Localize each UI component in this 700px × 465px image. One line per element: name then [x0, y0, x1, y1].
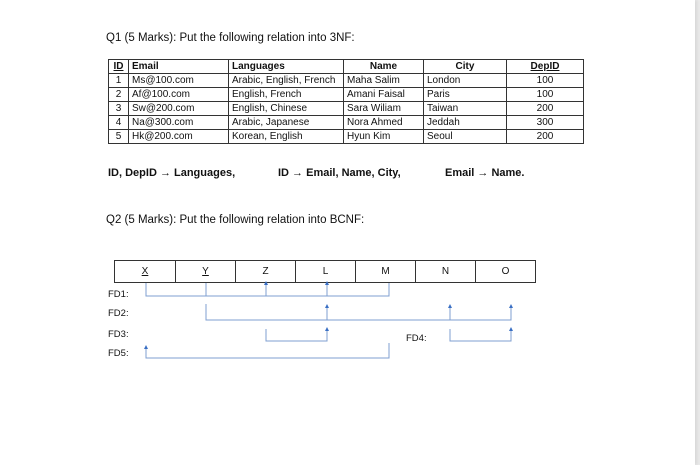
cell-email: Af@100.com	[129, 88, 229, 102]
cell-city: Paris	[424, 88, 507, 102]
q1-fd-id: ID → Email, Name, City,	[278, 167, 401, 179]
fd1-label: FD1:	[108, 289, 129, 300]
attr-o: O	[475, 261, 535, 282]
cell-name: Nora Ahmed	[344, 116, 424, 130]
relation-table	[108, 59, 584, 144]
cell-languages: Korean, English	[229, 130, 344, 144]
cell-languages: Arabic, Japanese	[229, 116, 344, 130]
attr-x: X	[141, 266, 149, 277]
cell-id: 2	[109, 88, 129, 102]
attr-l: L	[295, 261, 355, 282]
cell-name: Hyun Kim	[344, 130, 424, 144]
fd4-label: FD4:	[406, 333, 427, 344]
cell-email: Hk@200.com	[129, 130, 229, 144]
fd1-bracket	[146, 283, 389, 296]
attr-y: Y	[175, 261, 235, 282]
q1-fd-languages: ID, DepID → Languages,	[108, 167, 236, 179]
cell-city: Seoul	[424, 130, 507, 144]
cell-name: Maha Salim	[344, 74, 424, 88]
table-row	[109, 116, 584, 130]
cell-languages: Arabic, English, French	[229, 74, 344, 88]
col-header-name: Name	[344, 60, 424, 74]
cell-city: Jeddah	[424, 116, 507, 130]
bcnf-relation	[114, 260, 536, 283]
cell-id: 4	[109, 116, 129, 130]
fd2-label: FD2:	[108, 308, 129, 319]
q1-fd-email: Email → Name.	[445, 167, 525, 179]
cell-languages: English, Chinese	[229, 102, 344, 116]
fd5-label: FD5:	[108, 348, 129, 359]
cell-depid: 300	[507, 116, 584, 130]
table-row	[109, 88, 584, 102]
attr-n: N	[415, 261, 475, 282]
table-header-row	[109, 60, 584, 74]
attr-m: M	[355, 261, 415, 282]
fd4-bracket	[450, 329, 511, 341]
table-row	[109, 102, 584, 116]
cell-email: Sw@200.com	[129, 102, 229, 116]
col-header-email: Email	[129, 60, 229, 74]
cell-depid: 200	[507, 130, 584, 144]
fd3-label: FD3:	[108, 329, 129, 340]
table-row	[109, 130, 584, 144]
cell-id: 5	[109, 130, 129, 144]
q1-title: Q1 (5 Marks): Put the following relation into 3NF:	[106, 32, 355, 44]
fd3-bracket	[266, 329, 327, 341]
col-header-languages: Languages	[229, 60, 344, 74]
cell-depid: 100	[507, 74, 584, 88]
cell-email: Na@300.com	[129, 116, 229, 130]
cell-city: London	[424, 74, 507, 88]
table-row	[109, 74, 584, 88]
cell-id: 1	[109, 74, 129, 88]
cell-depid: 100	[507, 88, 584, 102]
cell-name: Amani Faisal	[344, 88, 424, 102]
cell-id: 3	[109, 102, 129, 116]
col-header-depid: DepID	[507, 60, 584, 74]
fd2-bracket	[206, 304, 511, 320]
fd5-bracket	[146, 343, 389, 358]
cell-depid: 200	[507, 102, 584, 116]
cell-city: Taiwan	[424, 102, 507, 116]
cell-email: Ms@100.com	[129, 74, 229, 88]
col-header-city: City	[424, 60, 507, 74]
attr-z: Z	[235, 261, 295, 282]
q2-title: Q2 (5 Marks): Put the following relation into BCNF:	[106, 214, 365, 226]
cell-languages: English, French	[229, 88, 344, 102]
col-header-id: ID	[109, 60, 129, 74]
cell-name: Sara Wiliam	[344, 102, 424, 116]
